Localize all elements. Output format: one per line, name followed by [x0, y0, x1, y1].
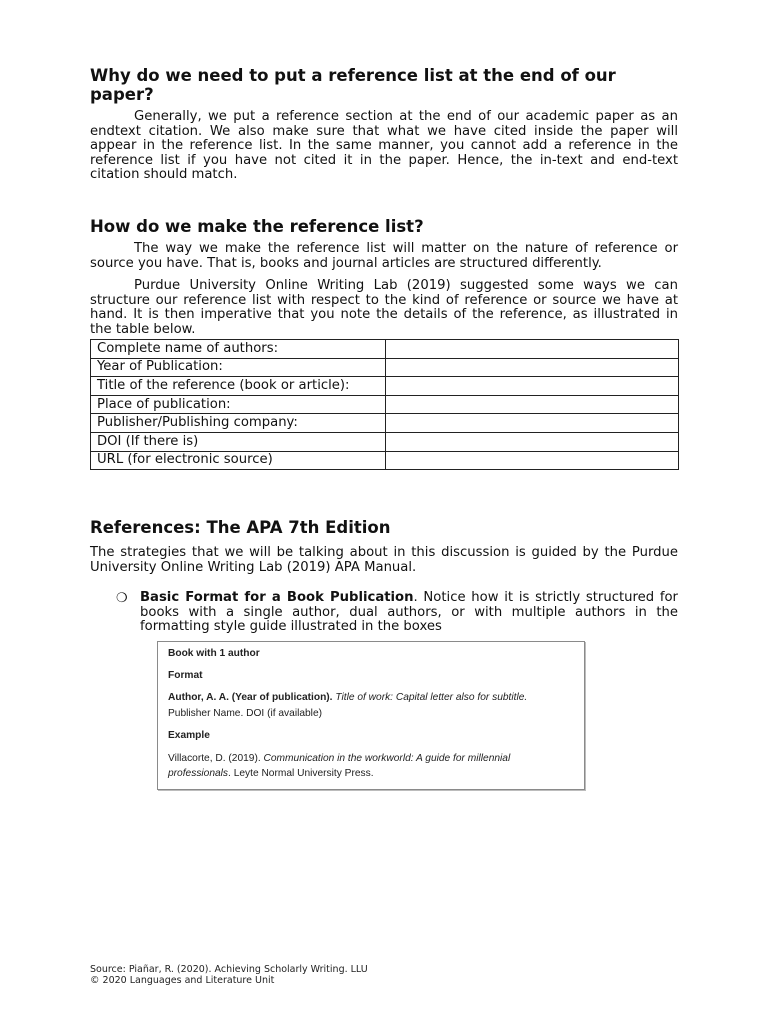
box-example-italic2: professionals: [168, 768, 229, 779]
paragraph-how-2: Purdue University Online Writing Lab (2019) suggested some ways we can structure our reference list with respect to the kind of reference or source we have at hand. It is then imperative that you note the details of the reference, as illustrated in the table below.: [90, 278, 678, 337]
table-cell-value: [386, 451, 679, 470]
box-title: Book with 1 author: [168, 648, 260, 659]
table-cell-value: [386, 395, 679, 414]
table-row: [91, 414, 679, 433]
table-row: [91, 395, 679, 414]
section-heading-how: How do we make the reference list?: [90, 217, 424, 236]
table-row: [91, 358, 679, 377]
box-example-italic1: Communication in the workworld: A guide for millennial: [263, 753, 511, 764]
bullet-rest-text: . Notice how it is strictly structured for books with a single author, dual authors, or with multiple authors in the formatting style guide illustrated in the boxes: [140, 590, 678, 635]
box-format-line2: Publisher Name. DOI (if available): [168, 708, 323, 719]
table-cell-value: [386, 377, 679, 396]
example-format-box: [157, 641, 585, 790]
bullet-text: [140, 591, 678, 635]
reference-details-table: [90, 339, 679, 470]
page-footer: [90, 964, 368, 986]
box-example-rest: . Leyte Normal University Press.: [228, 768, 374, 779]
box-example-plain: Villacorte, D. (2019).: [168, 753, 261, 764]
paragraph-apa: The strategies that we will be talking about in this discussion is guided by the Purdue University Online Writing Lab (2019) APA Manual.: [90, 545, 678, 575]
footer-source: Source: Piañar, R. (2020). Achieving Scholarly Writing. LLU: [90, 964, 368, 975]
box-format-bold: Author, A. A. (Year of publication).: [168, 692, 333, 703]
table-row: [91, 340, 679, 359]
table-cell-label: Place of publication:: [91, 395, 386, 414]
table-cell-label: Publisher/Publishing company:: [91, 414, 386, 433]
table-row: [91, 432, 679, 451]
table-cell-value: [386, 340, 679, 359]
footer-copyright: © 2020 Languages and Literature Unit: [90, 975, 275, 986]
section-heading-why: Why do we need to put a reference list at the end of our paper?: [90, 66, 616, 104]
table-cell-value: [386, 358, 679, 377]
box-format-label: Format: [168, 670, 203, 681]
box-example-line1: [168, 753, 510, 764]
table-row: [91, 377, 679, 396]
table-cell-label: URL (for electronic source): [91, 451, 386, 470]
bullet-item: [116, 591, 678, 635]
paragraph-how-1: The way we make the reference list will matter on the nature of reference or source you have. That is, books and journal articles are structured differently.: [90, 241, 678, 271]
box-example-line2: [168, 768, 374, 779]
table-cell-value: [386, 432, 679, 451]
box-format-line1: [168, 692, 527, 703]
bullet-circle-icon: ❍: [116, 591, 128, 606]
paragraph-why: Generally, we put a reference section at the end of our academic paper as an endtext citation. We also make sure that what we have cited inside the paper will appear in the reference list. In the same manner, you cannot add a reference in the reference list if you have not cited it in the paper. Hence, the in-text and end-text citation should match.: [90, 109, 678, 183]
table-cell-label: DOI (If there is): [91, 432, 386, 451]
table-cell-label: Title of the reference (book or article):: [91, 377, 386, 396]
table-cell-label: Complete name of authors:: [91, 340, 386, 359]
box-example-label: Example: [168, 730, 210, 741]
section-heading-apa: References: The APA 7th Edition: [90, 518, 391, 537]
table-row: [91, 451, 679, 470]
box-format-italic: Title of work: Capital letter also for subtitle.: [335, 692, 528, 703]
table-cell-value: [386, 414, 679, 433]
table-cell-label: Year of Publication:: [91, 358, 386, 377]
bullet-bold-text: Basic Format for a Book Publication: [140, 590, 414, 605]
